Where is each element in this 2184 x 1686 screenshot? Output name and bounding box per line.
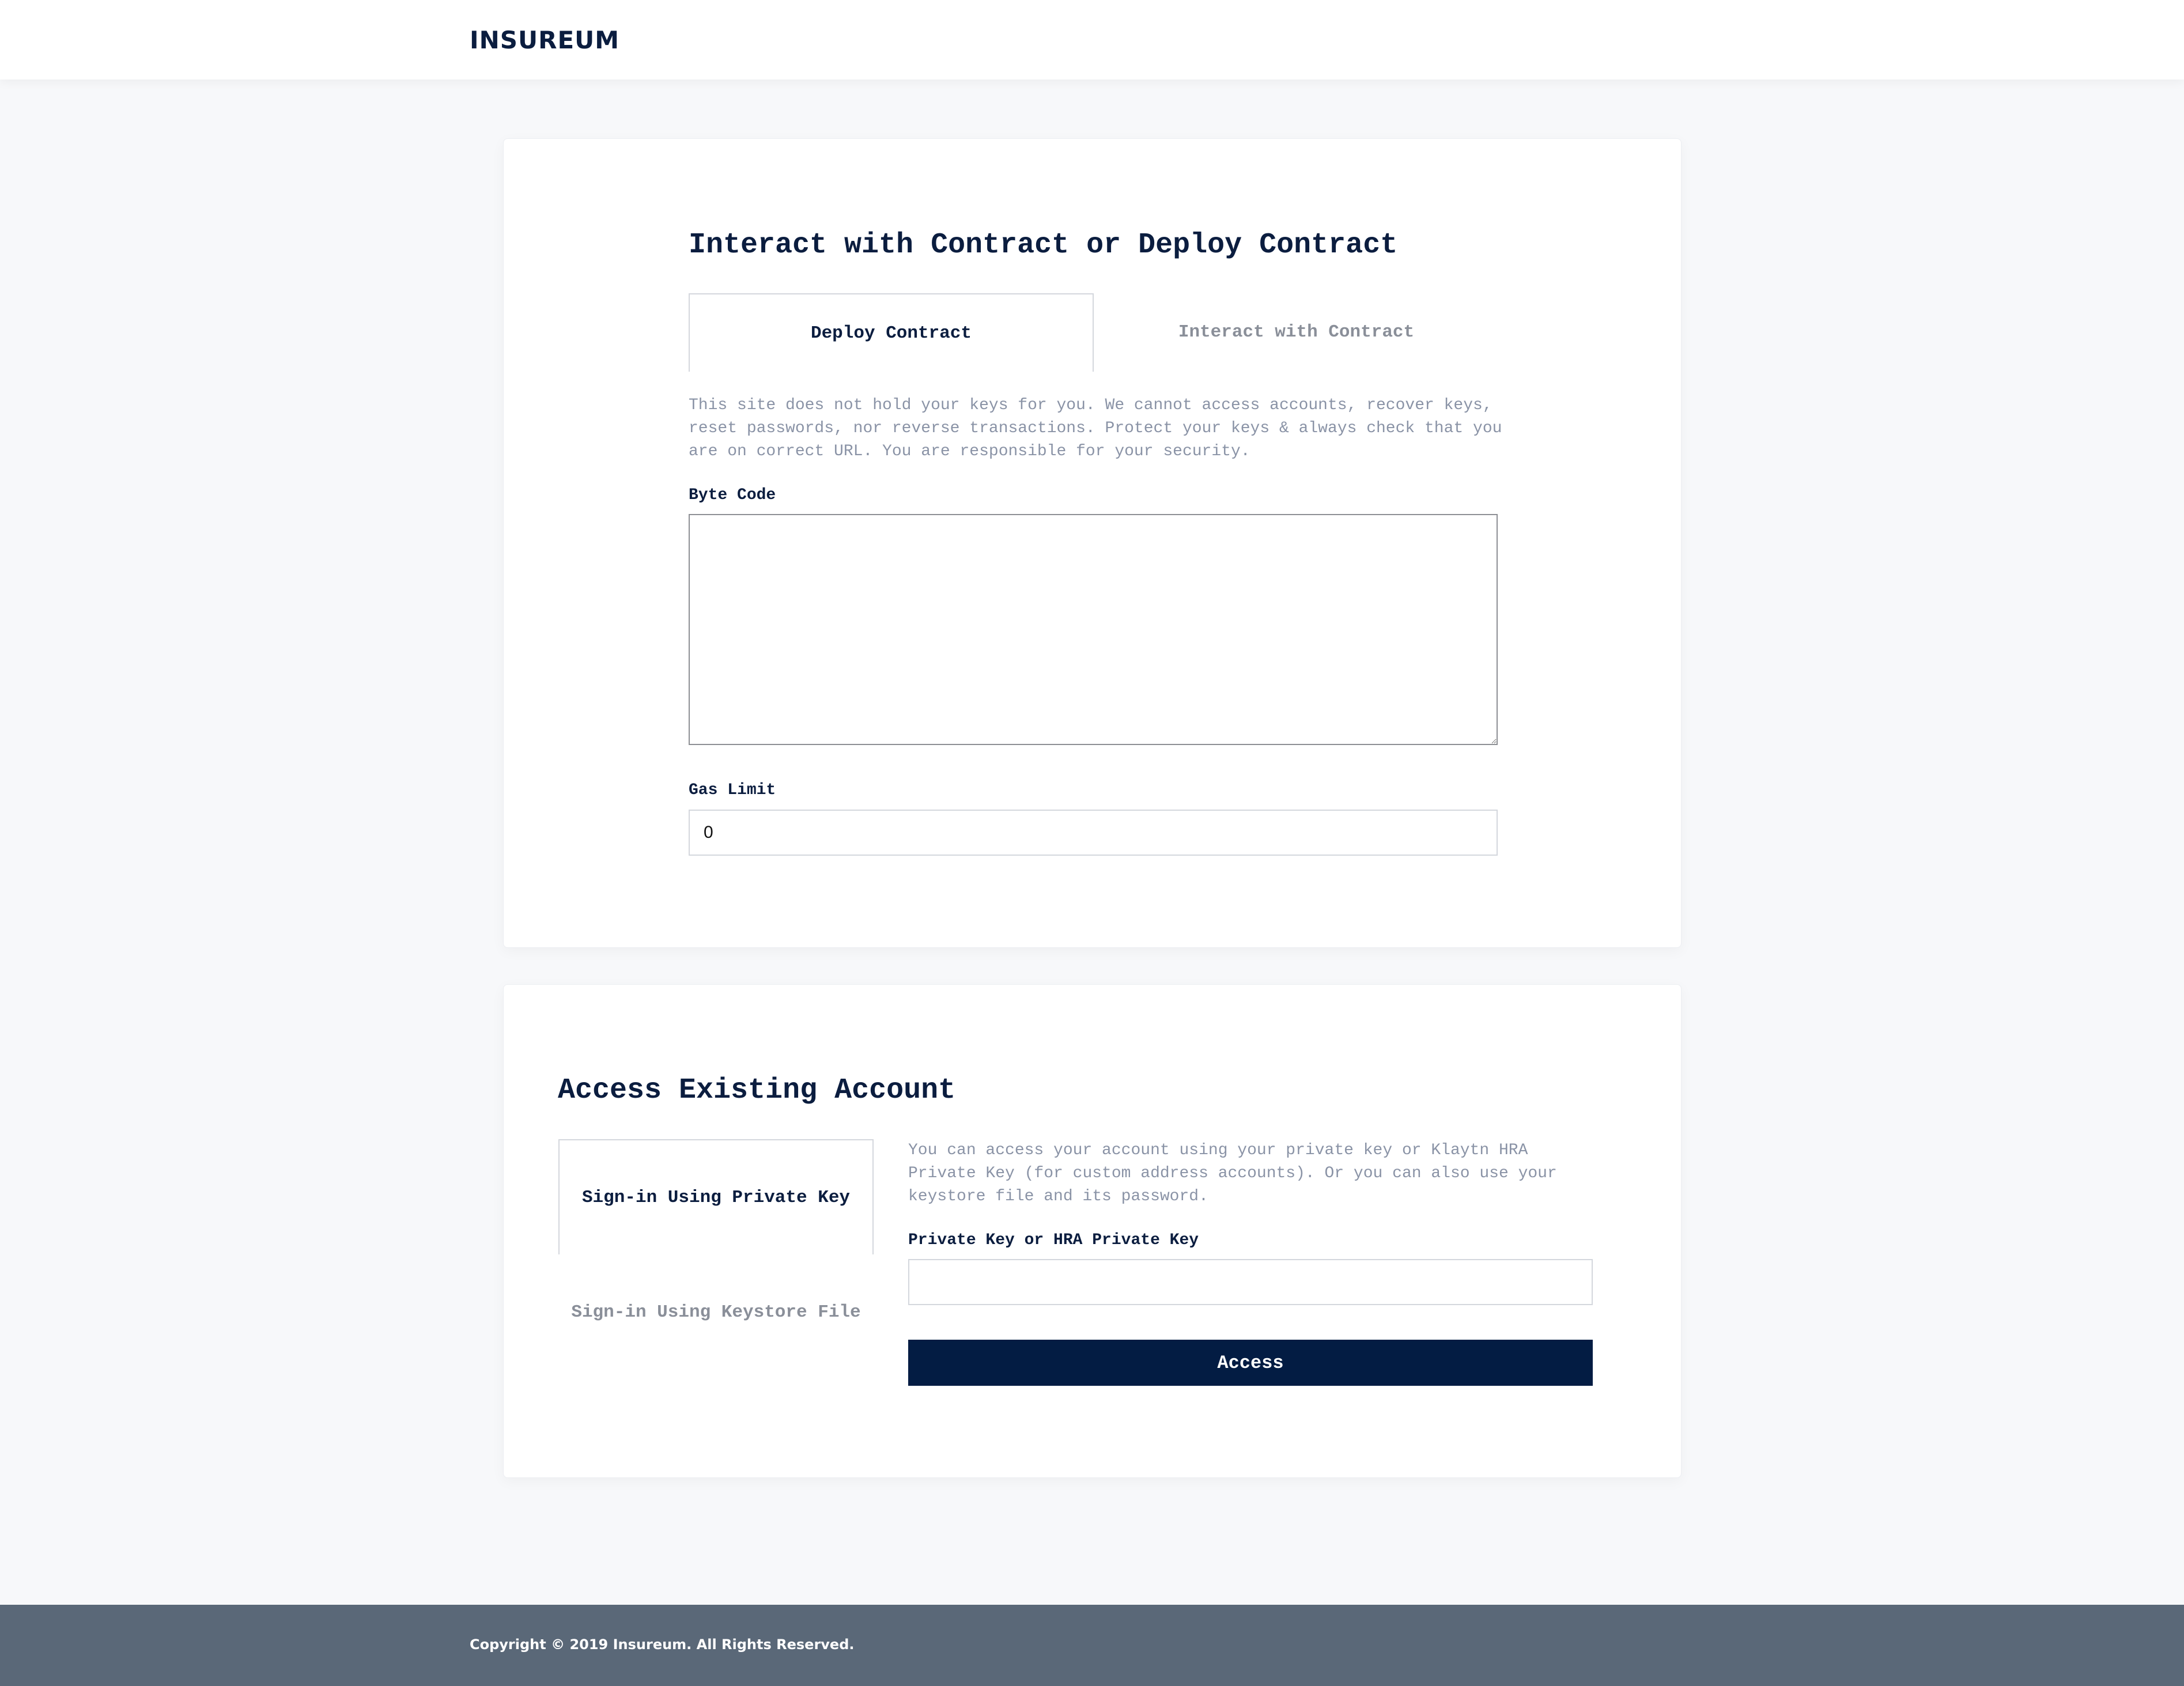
contract-card <box>503 138 1682 948</box>
security-notice: This site does not hold your keys for you. We cannot access accounts, recover keys, reset passwords, nor reverse transactions. Protect your keys & always check that you are on correct URL. You are responsible for your security. <box>689 396 1502 460</box>
private-key-input[interactable] <box>908 1259 1593 1305</box>
access-section-title: Access Existing Account <box>558 1074 956 1107</box>
gas-limit-label: Gas Limit <box>689 781 776 799</box>
tab-sign-in-private-key[interactable]: Sign-in Using Private Key <box>558 1139 874 1254</box>
tab-interact-with-contract[interactable]: Interact with Contract <box>1178 322 1415 342</box>
private-key-label: Private Key or HRA Private Key <box>908 1231 1199 1249</box>
bytecode-label: Byte Code <box>689 486 776 504</box>
copyright-text: Copyright © 2019 Insureum. All Rights Reserved. <box>470 1636 855 1653</box>
bytecode-textarea[interactable] <box>689 514 1498 745</box>
footer <box>0 1605 2184 1686</box>
top-header <box>0 0 2184 80</box>
insureum-logo[interactable]: INSUREUM <box>470 26 620 54</box>
access-button[interactable]: Access <box>908 1340 1593 1386</box>
gas-limit-input[interactable] <box>689 810 1498 856</box>
access-account-card <box>503 984 1682 1478</box>
tab-deploy-contract[interactable]: Deploy Contract <box>689 293 1094 372</box>
contract-section-title: Interact with Contract or Deploy Contract <box>689 229 1398 262</box>
access-notice: You can access your account using your private key or Klaytn HRA Private Key (for custom address accounts). Or you can also use your keystore file and its password. <box>908 1141 1557 1205</box>
tab-sign-in-keystore-file[interactable]: Sign-in Using Keystore File <box>571 1302 861 1322</box>
